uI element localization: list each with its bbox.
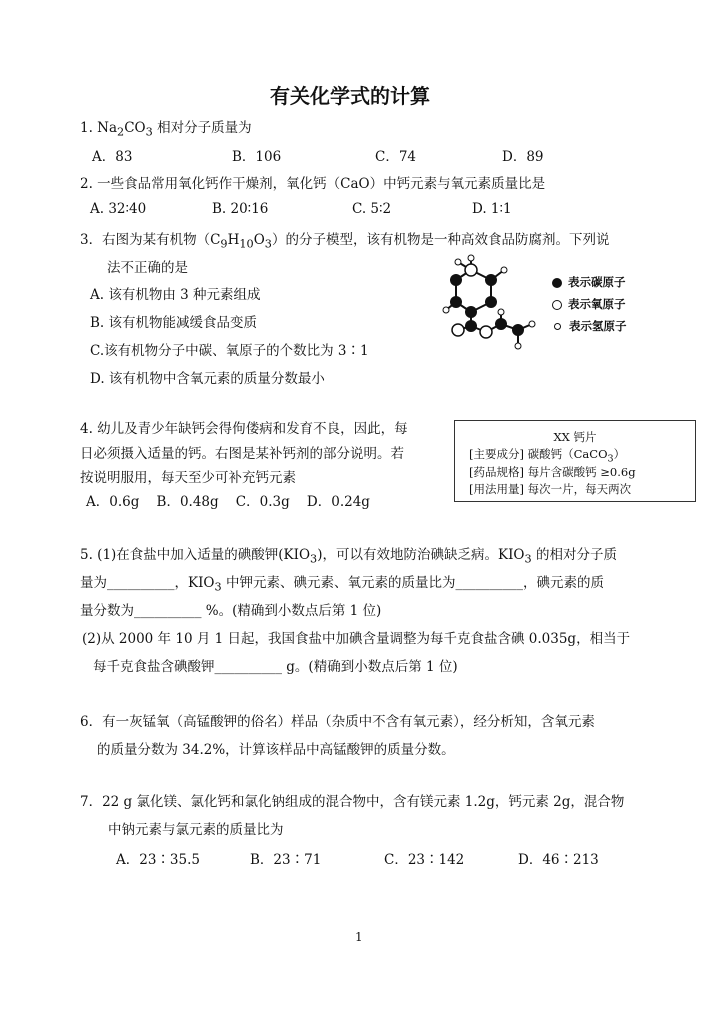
carbon-atom bbox=[465, 320, 477, 332]
q7-option-b: B．23∶71 bbox=[250, 852, 322, 868]
carbon-atom bbox=[450, 296, 462, 308]
q3-text-c: O bbox=[253, 232, 265, 248]
q1-option-b: B．106 bbox=[232, 149, 282, 165]
oxygen-atom bbox=[465, 264, 477, 276]
q1-sub-1: 2 bbox=[117, 125, 125, 139]
oxygen-atom bbox=[480, 326, 492, 338]
q7-option-a: A．23∶35.5 bbox=[116, 852, 200, 868]
oxygen-atom bbox=[452, 324, 464, 336]
label-title: XX 钙片 bbox=[553, 430, 597, 444]
question-5-line-5: 每千克食盐含碘酸钾__________ g。(精确到小数点后第 1 位) bbox=[93, 659, 458, 675]
q5-l1-a: 5. (1)在食盐中加入适量的碘酸钾(KIO bbox=[80, 547, 311, 563]
carbon-atom bbox=[512, 324, 524, 336]
carbon-dot-icon bbox=[552, 278, 562, 288]
question-2-stem: 2. 一些食品常用氧化钙作干燥剂，氧化钙（CaO）中钙元素与氧元素质量比是 bbox=[80, 176, 546, 192]
q7-option-d: D．46∶213 bbox=[518, 852, 599, 868]
question-1-stem bbox=[80, 116, 252, 139]
hydrogen-atom bbox=[498, 309, 504, 315]
question-4-line-2: 日必须摄入适量的钙。右图是某补钙剂的部分说明。若 bbox=[80, 446, 404, 462]
q5-l2-b: 中钾元素、碘元素、氧元素的质量比为__________，碘元素的质 bbox=[221, 575, 604, 591]
question-5-line-3: 量分数为__________ %。(精确到小数点后第 1 位) bbox=[80, 603, 382, 619]
label-ingredient-close: ） bbox=[613, 447, 626, 461]
q2-option-a: A. 32∶40 bbox=[90, 201, 147, 217]
q1-text-a: 1. Na bbox=[80, 120, 118, 136]
oxygen-dot-icon bbox=[552, 300, 562, 310]
q3-sub-1: 9 bbox=[220, 237, 228, 251]
q5-l1-sub1: 3 bbox=[310, 552, 318, 566]
q3-text-b: H bbox=[227, 232, 240, 248]
q5-l2-a: 量为__________，KIO bbox=[80, 575, 215, 591]
hydrogen-dot-icon bbox=[554, 323, 561, 330]
question-3-stem-cont: 法不正确的是 bbox=[107, 260, 188, 276]
q5-l1-c: 的相对分子质 bbox=[531, 547, 617, 563]
q2-option-d: D. 1∶1 bbox=[472, 201, 512, 217]
question-3-stem bbox=[80, 228, 609, 251]
q5-l1-b: )，可以有效地防治碘缺乏病。KIO bbox=[317, 547, 525, 563]
q3-sub-2: 10 bbox=[239, 237, 254, 251]
hydrogen-atom bbox=[515, 343, 521, 349]
q5-l2-sub: 3 bbox=[214, 580, 222, 594]
q1-text-b: CO bbox=[124, 120, 146, 136]
hydrogen-atom bbox=[443, 307, 449, 313]
q1-text-c: 相对分子质量为 bbox=[152, 120, 252, 136]
label-ingredient-text: [主要成分] 碳酸钙（CaCO bbox=[469, 447, 608, 461]
q1-option-a: A．83 bbox=[92, 149, 133, 165]
carbon-atom bbox=[485, 274, 497, 286]
label-row-ingredient bbox=[469, 446, 625, 464]
q1-option-c: C．74 bbox=[375, 149, 417, 165]
q3-sub-3: 3 bbox=[264, 237, 272, 251]
carbon-atom bbox=[495, 318, 507, 330]
q3-option-c: C.该有机物分子中碳、氧原子的个数比为 3∶1 bbox=[90, 343, 369, 359]
label-row-dosage: [用法用量] 每次一片，每天两次 bbox=[469, 482, 632, 496]
legend-hydrogen bbox=[554, 318, 627, 334]
page-number: 1 bbox=[355, 930, 363, 944]
molecule-model bbox=[436, 250, 546, 360]
question-7-line-1: 7．22 g 氯化镁、氯化钙和氯化钠组成的混合物中，含有镁元素 1.2g，钙元素 2g，混合物 bbox=[80, 794, 625, 810]
q2-option-c: C. 5∶2 bbox=[352, 201, 392, 217]
legend-hydrogen-label: 表示氢原子 bbox=[569, 319, 627, 333]
carbon-atom bbox=[465, 306, 477, 318]
q4-options: A．0.6g B．0.48g C．0.3g D．0.24g bbox=[86, 494, 370, 510]
q1-option-d: D．89 bbox=[502, 149, 544, 165]
question-5-line-1 bbox=[80, 543, 617, 566]
question-6-line-1: 6．有一灰锰氧（高锰酸钾的俗名）样品（杂质中不含有氧元素），经分析知，含氧元素 bbox=[80, 714, 595, 730]
q3-text-d: ）的分子模型，该有机物是一种高效食品防腐剂。下列说 bbox=[271, 232, 610, 248]
q1-sub-2: 3 bbox=[145, 125, 153, 139]
question-4-line-1: 4. 幼儿及青少年缺钙会得佝偻病和发育不良，因此，每 bbox=[80, 421, 408, 437]
legend-oxygen-label: 表示氧原子 bbox=[568, 297, 626, 311]
question-5-line-4: (2)从 2000 年 10 月 1 日起，我国食盐中加碘含量调整为每千克食盐含碘 0.035g，相当于 bbox=[82, 631, 631, 647]
label-ingredient-sub: 3 bbox=[607, 453, 614, 465]
question-6-line-2: 的质量分数为 34.2%，计算该样品中高锰酸钾的质量分数。 bbox=[97, 742, 455, 758]
carbon-atom bbox=[485, 296, 497, 308]
page-title: 有关化学式的计算 bbox=[270, 84, 430, 108]
q3-option-d: D. 该有机物中含氧元素的质量分数最小 bbox=[90, 371, 325, 387]
legend-carbon bbox=[552, 274, 626, 290]
q5-l1-sub2: 3 bbox=[524, 552, 532, 566]
hydrogen-atom bbox=[529, 321, 535, 327]
hydrogen-atom bbox=[501, 267, 507, 273]
question-7-line-2: 中钠元素与氯元素的质量比为 bbox=[108, 822, 284, 838]
q3-text-a: 3．右图为某有机物（C bbox=[80, 232, 221, 248]
carbon-atom bbox=[450, 274, 462, 286]
q2-option-b: B. 20∶16 bbox=[212, 201, 269, 217]
question-4-line-3: 按说明服用，每天至少可补充钙元素 bbox=[80, 470, 296, 486]
q7-option-c: C．23∶142 bbox=[384, 852, 465, 868]
label-row-spec: [药品规格] 每片含碳酸钙 ≥0.6g bbox=[469, 465, 636, 479]
hydrogen-atom bbox=[455, 259, 461, 265]
question-5-line-2 bbox=[80, 571, 604, 594]
q3-option-b: B. 该有机物能减缓食品变质 bbox=[90, 315, 258, 331]
calcium-tablet-label bbox=[454, 420, 696, 502]
legend-oxygen bbox=[552, 296, 626, 312]
legend-carbon-label: 表示碳原子 bbox=[568, 275, 626, 289]
hydrogen-atom bbox=[468, 255, 474, 261]
q3-option-a: A. 该有机物由 3 种元素组成 bbox=[90, 287, 261, 303]
